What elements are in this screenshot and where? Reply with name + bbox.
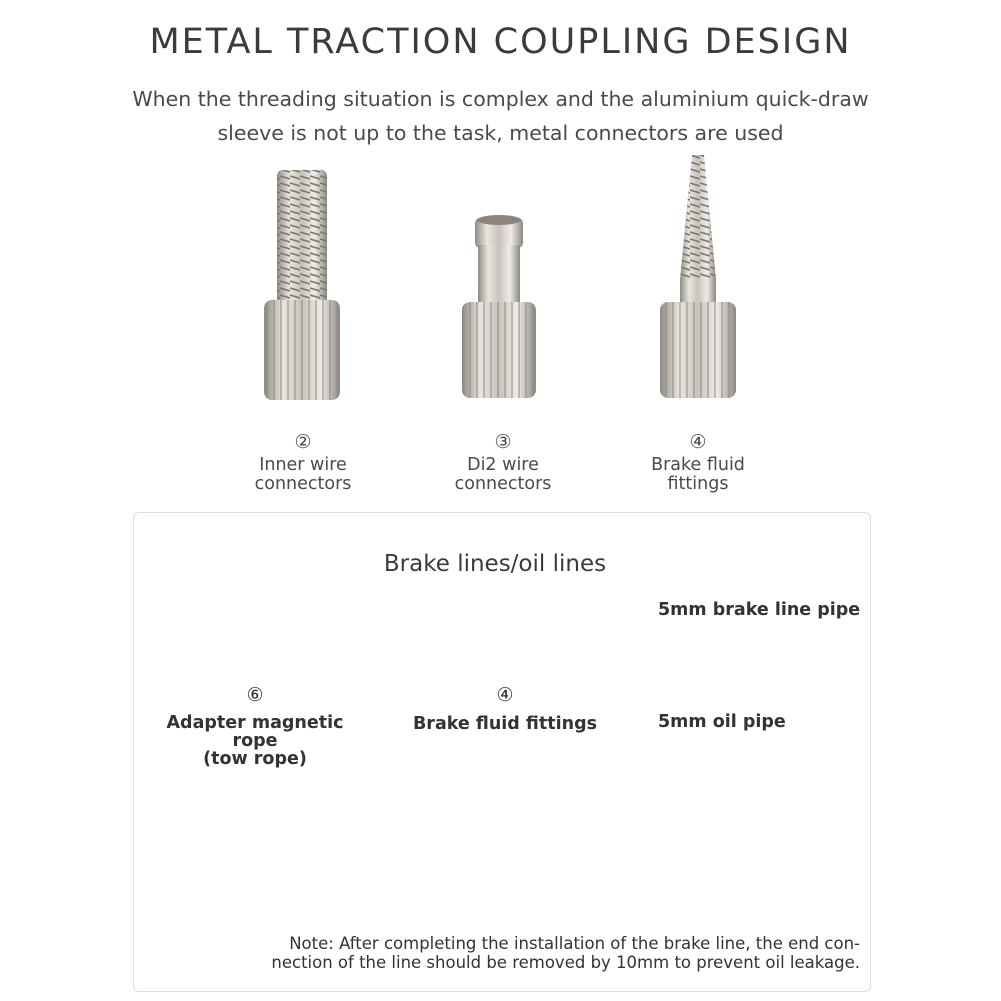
connector-label-line2: connectors xyxy=(254,474,352,494)
panel-title: Brake lines/oil lines xyxy=(383,551,607,577)
subtitle-line-1: When the threading situation is complex and the aluminium quick-draw xyxy=(132,87,869,111)
subtitle-line-2: sleeve is not up to the task, metal connectors are used xyxy=(217,121,784,145)
rope-number: ⑥ xyxy=(246,684,264,706)
oil-pipe-label: 5mm oil pipe xyxy=(658,712,786,732)
connector-label-line1: Brake fluid xyxy=(651,455,745,475)
fitting-label-text: Brake fluid fittings xyxy=(412,714,598,734)
brake-fluid-fitting-image xyxy=(660,155,736,398)
brake-pipe-label: 5mm brake line pipe xyxy=(658,600,861,620)
connector-label-line2: fittings xyxy=(667,474,729,494)
connector-number: ④ xyxy=(689,431,707,453)
note-line2: nection of the line should be removed by 10mm to prevent oil leakage. xyxy=(271,953,860,972)
connector-number: ② xyxy=(294,431,312,453)
rope-label xyxy=(150,684,360,769)
rope-label-line2: rope xyxy=(232,731,278,751)
rope-label-line1: Adapter magnetic xyxy=(166,713,344,733)
connector-label-inner-wire xyxy=(213,433,393,494)
note-line1: Note: After completing the installation of the brake line, the end con- xyxy=(289,934,860,953)
fitting-label xyxy=(400,684,610,734)
di2-wire-connector-image xyxy=(462,215,536,398)
connector-number: ③ xyxy=(494,431,512,453)
installation-note xyxy=(160,934,860,972)
fitting-number: ④ xyxy=(496,684,514,706)
connector-label-line1: Inner wire xyxy=(259,455,347,475)
connector-label-di2-wire xyxy=(413,433,593,494)
page-title: METAL TRACTION COUPLING DESIGN xyxy=(149,22,852,62)
inner-wire-connector-image xyxy=(264,170,340,400)
rope-label-line3: (tow rope) xyxy=(203,749,307,769)
connector-label-line1: Di2 wire xyxy=(467,455,539,475)
connector-label-line2: connectors xyxy=(454,474,552,494)
connector-label-brake-fluid xyxy=(608,433,788,494)
